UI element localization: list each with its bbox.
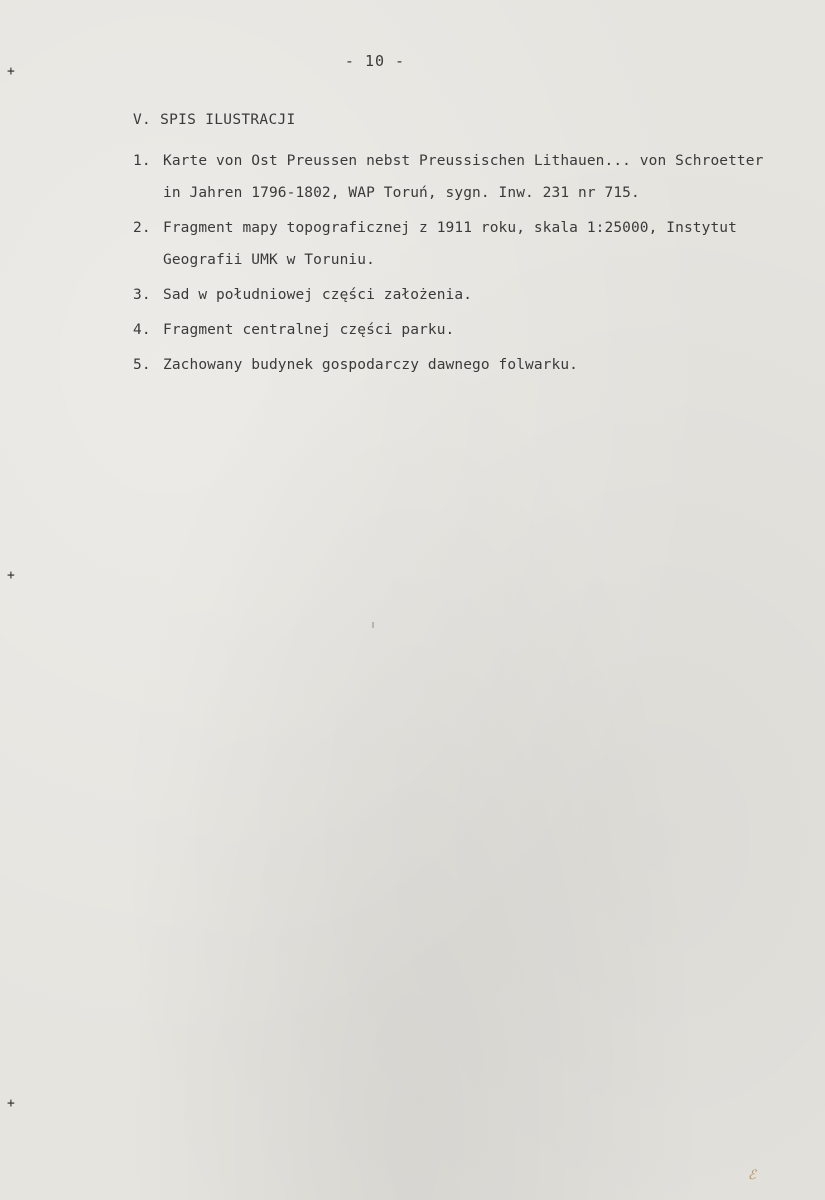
paper-speck bbox=[372, 622, 374, 628]
illustration-list bbox=[133, 145, 783, 384]
item-text: Zachowany budynek gospodarczy dawnego folwarku. bbox=[163, 357, 578, 373]
item-text: Sad w południowej części założenia. bbox=[163, 287, 473, 303]
item-number: 3. bbox=[133, 287, 151, 303]
item-number: 4. bbox=[133, 322, 151, 338]
binding-mark-middle: + bbox=[7, 568, 15, 583]
list-item bbox=[133, 279, 783, 311]
list-item bbox=[133, 145, 783, 209]
item-number: 5. bbox=[133, 357, 151, 373]
list-item bbox=[133, 212, 783, 276]
binding-mark-top: + bbox=[7, 64, 15, 79]
item-text: Karte von Ost Preussen nebst Preussischen Lithauen... von Schroetter in Jahren 1796-1802, WAP Toruń, sygn. Inw. 231 nr 715. bbox=[163, 153, 764, 201]
item-number: 2. bbox=[133, 220, 151, 236]
list-item bbox=[133, 314, 783, 346]
binding-mark-bottom: + bbox=[7, 1096, 15, 1111]
item-number: 1. bbox=[133, 153, 151, 169]
list-item bbox=[133, 349, 783, 381]
item-text: Fragment centralnej części parku. bbox=[163, 322, 455, 338]
section-title: V. SPIS ILUSTRACJI bbox=[133, 112, 296, 128]
page-number: - 10 - bbox=[344, 52, 406, 70]
corner-stamp-mark: ℰ bbox=[748, 1168, 756, 1183]
item-text: Fragment mapy topograficznej z 1911 roku, skala 1:25000, Instytut Geografii UMK w Toruniu. bbox=[163, 220, 737, 268]
